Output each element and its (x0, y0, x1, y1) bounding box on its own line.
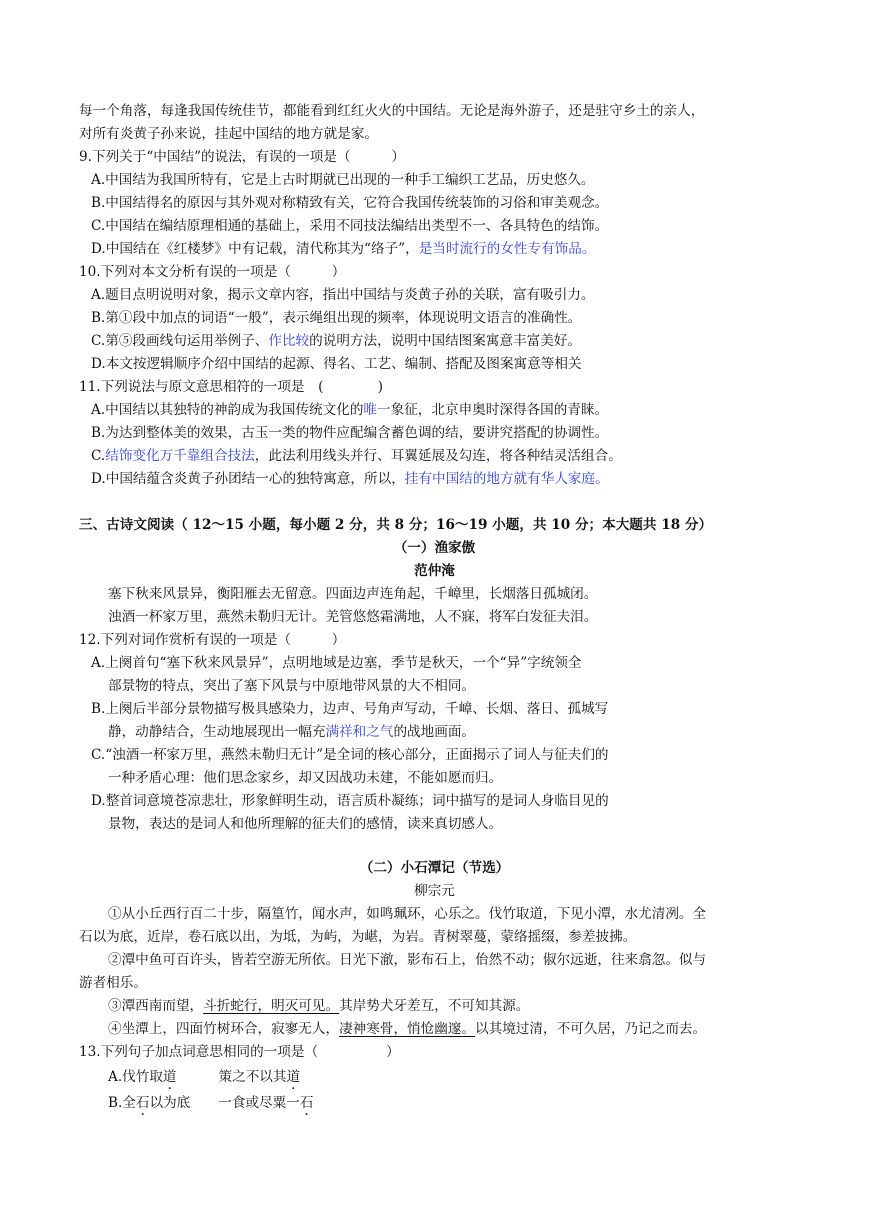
question-12-option-c-cont: 一种矛盾心理：他们思念家乡，却又因战功未建，不能如愿而归。 (108, 770, 503, 786)
question-11-option-d (91, 468, 609, 491)
highlighted-text: 结饰变化万千靠组合技法 (105, 448, 255, 464)
question-12-option-d-cont: 景物，表达的是词人和他所理解的征夫们的感情，读来真切感人。 (108, 816, 503, 832)
highlighted-text: 满祥和之气 (325, 724, 394, 740)
question-13-option-b (108, 1092, 313, 1115)
question-13-option-a (108, 1066, 300, 1089)
question-9-stem: 9.下列关于“中国结”的说法，有误的一项是（ ） (79, 149, 405, 165)
prose-paragraph-3 (108, 995, 529, 1018)
dotted-word: 道 (162, 1069, 177, 1085)
question-10-option-c (91, 330, 581, 353)
question-12-option-b: B.上阕后半部分景物描写极具感染力，边声、号角声写动，千嶂、长烟、落日、孤城写 (91, 701, 609, 717)
prose-paragraph-1: ①从小丘西行百二十步，隔篁竹，闻水声，如鸣珮环，心乐之。伐竹取道，下见小潭，水尤清冽。全 (108, 906, 707, 922)
prose-paragraph-2: ②潭中鱼可百许头，皆若空游无所依。日光下澈，影布石上，佁然不动；俶尔远逝，往来翕忽。似与 (108, 952, 707, 968)
option-text: C.第⑤段画线句运用举例子、 (91, 333, 269, 349)
question-11-stem: 11.下列说法与原文意思相符的一项是 ( ) (79, 379, 384, 395)
poem-line: 浊酒一杯家万里，燕然未勒归无计。羌管悠悠霜满地，人不寐，将军白发征夫泪。 (108, 609, 598, 625)
option-text: D.中国结在《红楼梦》中有记载，清代称其为“络子”， (91, 241, 419, 257)
prose-text: ③潭西南而望， (108, 998, 204, 1014)
highlighted-text: 是当时流行的女性专有饰品。 (418, 241, 596, 257)
prose-title: （二）小石潭记（节选） (359, 860, 510, 876)
question-12-option-a-cont: 部景物的特点，突出了塞下风景与中原地带风景的大不相同。 (108, 678, 476, 694)
prose-paragraph-1-cont: 石以为底，近岸，卷石底以出，为坻，为屿，为嵁，为岩。青树翠蔓，蒙络摇缀，参差披拂。 (79, 929, 637, 945)
dotted-word: 石 (299, 1095, 314, 1111)
question-10-stem: 10.下列对本文分析有误的一项是（ ） (79, 264, 346, 280)
poem-title: （一）渔家傲 (393, 540, 476, 556)
question-9-option-d (91, 238, 595, 261)
poem-line: 塞下秋来风景异，衡阳雁去无留意。四面边声连角起，千嶂里，长烟落日孤城闭。 (108, 586, 598, 602)
highlighted-text: 作比较 (268, 333, 310, 349)
option-text: A.伐竹取 (108, 1069, 163, 1085)
passage-text-line: 对所有炎黄子孙来说，挂起中国结的地方就是家。 (79, 126, 379, 142)
option-text: A.中国结以其独特的神韵成为我国传统文化的 (91, 402, 364, 418)
option-text: 的说明方法，说明中国结图案寓意丰富美好。 (309, 333, 582, 349)
underlined-sentence: 斗折蛇行，明灭可见。 (203, 998, 340, 1014)
question-12-option-c: C.“浊酒一杯家万里，燕然未勒归无计”是全词的核心部分，正面揭示了词人与征夫们的 (91, 747, 609, 763)
question-10-option-b: B.第①段中加点的词语“一般”，表示绳组出现的频率，体现说明文语言的准确性。 (91, 310, 582, 326)
highlighted-text: 唯一 (363, 402, 391, 418)
option-text: 策之不以其 (218, 1069, 287, 1085)
question-11-option-a (91, 399, 608, 422)
prose-text: 其岸势犬牙差互，不可知其源。 (339, 998, 530, 1014)
option-text: ，此法利用线头并行、耳翼延展及勾连，将各种结灵活组合。 (254, 448, 622, 464)
prose-text: ④坐潭上，四面竹树环合，寂寥无人， (108, 1021, 340, 1037)
question-10-option-d: D.本文按逻辑顺序介绍中国结的起源、得名、工艺、编制、搭配及图案寓意等相关 (91, 356, 582, 372)
option-text: 象征，北京申奥时深得各国的青睐。 (390, 402, 609, 418)
dotted-word: 道 (286, 1069, 301, 1085)
question-10-option-a: A.题目点明说明对象，揭示文章内容，指出中国结与炎黄子孙的关联，富有吸引力。 (91, 287, 595, 303)
question-9-option-b: B.中国结得名的原因与其外观对称精致有关，它符合我国传统装饰的习俗和审美观念。 (91, 195, 609, 211)
passage-text-line: 每一个角落，每逢我国传统佳节，都能看到红红火火的中国结。无论是海外游子，还是驻守乡土的亲人， (79, 103, 705, 119)
option-text: 静，动静结合，生动地展现出一幅充 (108, 724, 326, 740)
option-text: 以为底 (149, 1095, 191, 1111)
question-12-stem: 12.下列对词作赏析有误的一项是（ ） (79, 632, 346, 648)
option-text: 的战地画面。 (393, 724, 476, 740)
prose-author: 柳宗元 (414, 883, 455, 899)
option-text: 一食或尽粟一 (218, 1095, 300, 1111)
prose-paragraph-4 (108, 1018, 706, 1041)
option-label: C. (91, 448, 106, 464)
option-text: D.中国结蕴含炎黄子孙团结一心的独特寓意，所以， (91, 471, 405, 487)
question-11-option-c (91, 445, 622, 468)
poem-author: 范仲淹 (414, 563, 455, 579)
underlined-sentence: 凄神寒骨，悄怆幽邃。 (339, 1021, 476, 1037)
question-12-option-a: A.上阕首句“塞下秋来风景异”，点明地域是边塞，季节是秋天，一个“异”字统领全 (91, 655, 582, 671)
dotted-word: 石 (135, 1095, 150, 1111)
question-9-option-c: C.中国结在编结原理相通的基础上，采用不同技法编结出类型不一、各具特色的结饰。 (91, 218, 609, 234)
question-13-stem: 13.下列句子加点词意思相同的一项是（ ） (79, 1044, 400, 1060)
highlighted-text: 挂有中国结的地方就有华人家庭。 (404, 471, 609, 487)
option-text: B.全 (108, 1095, 136, 1111)
question-9-option-a: A.中国结为我国所特有，它是上古时期就已出现的一种手工编织工艺品，历史悠久。 (91, 172, 595, 188)
prose-text: 以其境过清，不可久居，乃记之而去。 (475, 1021, 707, 1037)
question-12-option-d: D.整首词意境苍凉悲壮，形象鲜明生动，语言质朴凝练；词中描写的是词人身临目见的 (91, 793, 609, 809)
prose-paragraph-2-cont: 游者相乐。 (79, 975, 147, 991)
section-heading: 三、古诗文阅读（ 12～15 小题，每小题 2 分，共 8 分；16～19 小题，共 10 分；本大题共 18 分） (79, 517, 713, 533)
question-11-option-b: B.为达到整体美的效果，古玉一类的物件应配编含蓄色调的结，要讲究搭配的协调性。 (91, 425, 609, 441)
question-12-option-b-cont (108, 721, 475, 744)
